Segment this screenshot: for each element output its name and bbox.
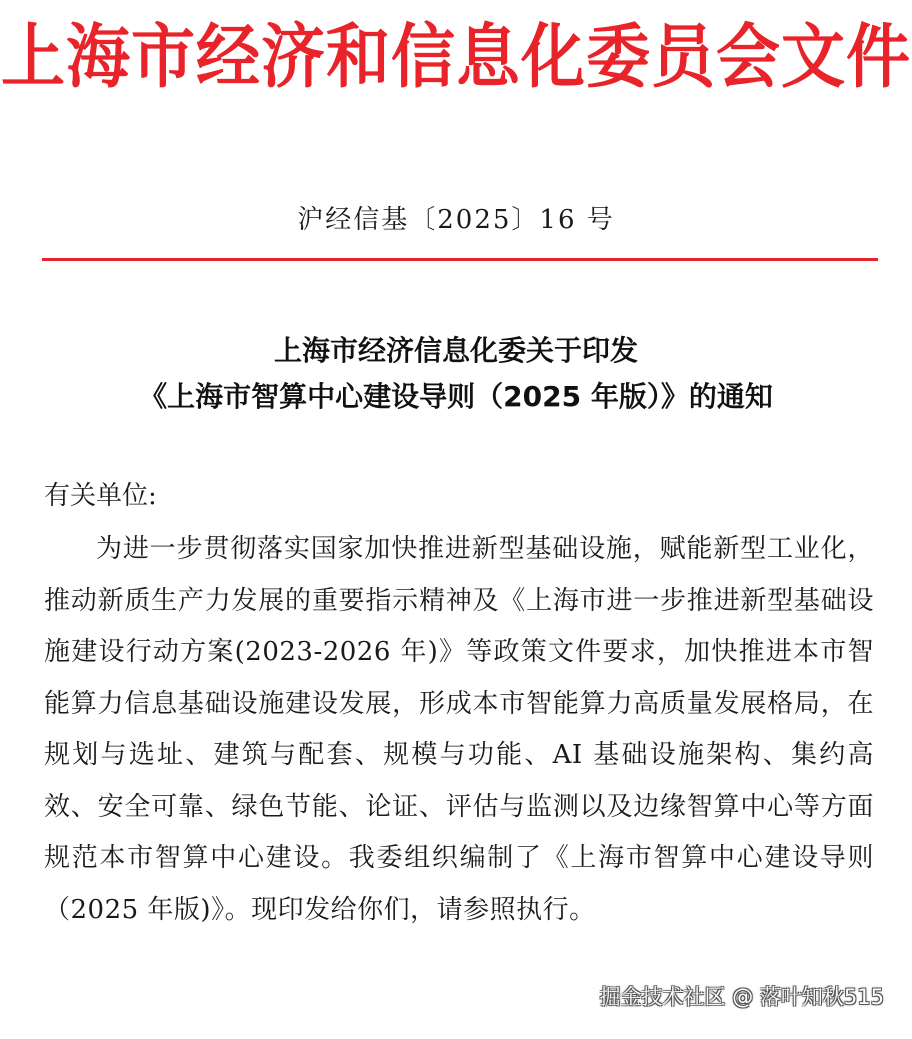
red-divider-line: [42, 258, 878, 261]
document-number: 沪经信基〔2025〕16 号: [297, 205, 615, 235]
issuing-authority-header: 上海市经济和信息化委员会文件: [1, 16, 911, 98]
body-paragraph: 为进一步贯彻落实国家加快推进新型基础设施，赋能新型工业化，推动新质生产力发展的重要指示精神及《上海市进一步推进新型基础设施建设行动方案(2023-2026 年)》等政策文件要求，加快推进本市智能算力信息基础设施建设发展，形成本市智能算力高质量发展格局，在规划与选址、建筑与配套、规模与功能、AI 基础设施架构、集约高效、安全可靠、绿色节能、论证、评估与监测以及边缘智算中心等方面规范本市智算中心建设。我委组织编制了《上海市智算中心建设导则（2025 年版)》。现印发给你们，请参照执行。: [44, 534, 874, 925]
document-title: [0, 328, 912, 420]
watermark: 掘金技术社区 @ 落叶知秋515: [599, 985, 884, 1009]
document-title-line-1: 上海市经济信息化委关于印发: [273, 334, 638, 367]
addressee: 有关单位:: [44, 481, 157, 511]
document-title-line-2: 《上海市智算中心建设导则（2025 年版）》的通知: [139, 380, 773, 413]
